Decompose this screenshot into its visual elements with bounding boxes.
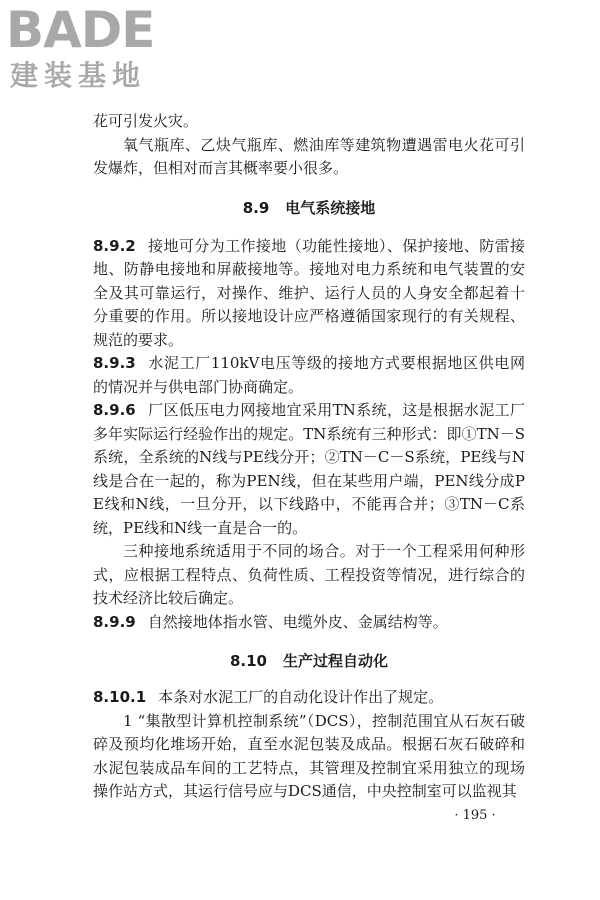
- section-heading-8-9: [93, 197, 525, 219]
- paragraph-three-systems: 三种接地系统适用于不同的场合。对于一个工程采用何种形式，应根据工程特点、负荷性质、工程投资等情况，进行综合的技术经济比较后确定。: [93, 542, 525, 607]
- clause-8-9-2: [93, 235, 525, 353]
- clause-8-9-3: [93, 352, 525, 399]
- paragraph-oxygen-storage: 氧气瓶库、乙炔气瓶库、燃油库等建筑物遭遇雷电火花可引发爆炸，但相对而言其概率要小很多。: [93, 135, 525, 177]
- clause-text: 自然接地体指水管、电缆外皮、金属结构等。: [147, 612, 448, 631]
- list-item-dcs: 1 “集散型计算机控制系统”（DCS），控制范围宜从石灰石破碎及预均化堆场开始，直至水泥包装及成品。根据石灰石破碎和水泥包装成品车间的工艺特点，其管理及控制宜采用独立的现场操作站方式，其运行信号应与DCS通信，中央控制室可以监视其: [93, 711, 525, 800]
- clause-8-9-9: [93, 611, 525, 635]
- clause-text: 本条对水泥工厂的自动化设计作出了规定。: [158, 688, 444, 706]
- clause-number: 8.9.3: [93, 354, 136, 372]
- bade-logo: [6, 1, 176, 94]
- section-heading-8-10: [93, 650, 525, 672]
- clause-8-9-6: [93, 399, 525, 540]
- clause-number: 8.9.9: [93, 612, 136, 631]
- section-number: 8.10: [229, 652, 267, 670]
- section-title: 生产过程自动化: [283, 652, 389, 670]
- section-title: 电气系统接地: [285, 198, 376, 217]
- clause-text: 厂区低压电力网接地宜采用TN系统，这是根据水泥工厂多年实际运行经验作出的规定。TN系统有三种形式：即①TN－S系统，全系统的N线与PE线分开；②TN－C－S系统，PE线与N线是合在一起的，称为PEN线，但在某些用户端，PEN线分成PE线和N线，一旦分开，以下线路中，不能再合并；③TN－C系统，PE线和N线一直是合一的。: [93, 401, 525, 537]
- clause-8-10-1: [93, 686, 525, 710]
- page-number: · 195 ·: [454, 808, 496, 823]
- clause-text: 水泥工厂110kV电压等级的接地方式要根据地区供电网的情况并与供电部门协商确定。: [93, 354, 525, 396]
- paragraph-continuation: 花可引发火灾。: [93, 112, 199, 130]
- document-body: [93, 110, 525, 804]
- clause-number: 8.10.1: [93, 688, 147, 706]
- clause-number: 8.9.2: [93, 236, 136, 255]
- logo-wordmark: BADE: [6, 1, 155, 59]
- logo-subtitle: 建装基地: [10, 59, 147, 92]
- clause-text: 接地可分为工作接地（功能性接地）、保护接地、防雷接地、防静电接地和屏蔽接地等。接地对电力系统和电气装置的安全及其可靠运行，对操作、维护、运行人员的人身安全都起着十分重要的作用。所以接地设计应严格遵循国家现行的有关规程、规范的要求。: [93, 236, 525, 349]
- section-number: 8.9: [242, 198, 270, 217]
- clause-number: 8.9.6: [93, 401, 136, 419]
